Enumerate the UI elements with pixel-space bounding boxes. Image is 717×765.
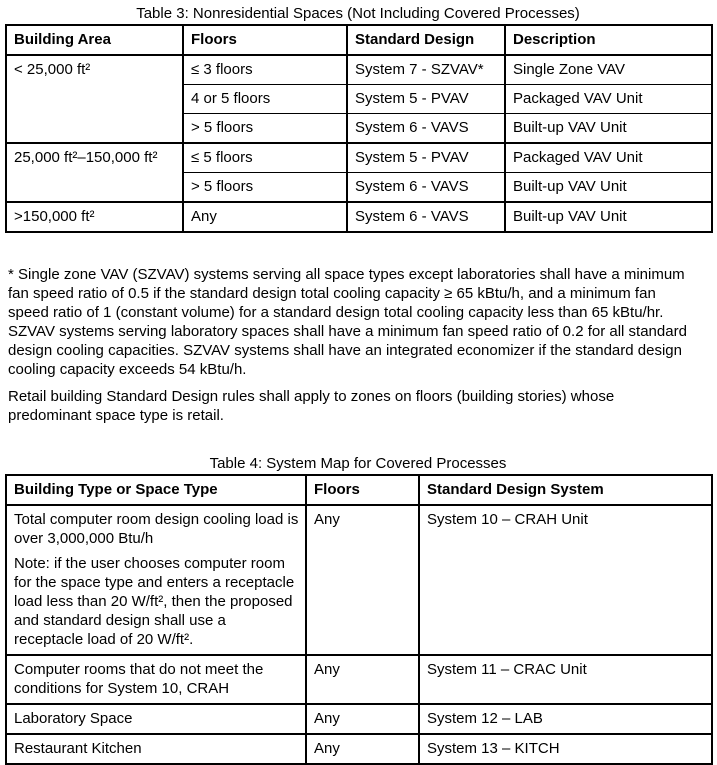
table-row (6, 655, 712, 704)
standard-design-cell: System 5 - PVAV (347, 85, 505, 114)
table-4-header-standard-design-system: Standard Design System (419, 475, 712, 505)
standard-design-cell: System 5 - PVAV (347, 143, 505, 173)
table-4-title: Table 4: System Map for Covered Processes (209, 455, 507, 472)
description-cell: Packaged VAV Unit (505, 85, 712, 114)
standard-design-cell: System 6 - VAVS (347, 202, 505, 232)
description-cell: Single Zone VAV (505, 55, 712, 85)
table-row (6, 143, 712, 173)
standard-design-cell: System 6 - VAVS (347, 114, 505, 144)
building-type-cell: Computer rooms that do not meet the conditions for System 10, CRAH (6, 655, 306, 704)
floors-cell: > 5 floors (183, 173, 347, 203)
floors-cell: Any (306, 505, 419, 655)
table-3-header-description: Description (505, 25, 712, 55)
table-row (6, 202, 712, 232)
cell-paragraph: Total computer room design cooling load is over 3,000,000 Btu/h (14, 511, 299, 547)
description-cell: Packaged VAV Unit (505, 143, 712, 173)
floors-cell: Any (183, 202, 347, 232)
table-row (6, 734, 712, 764)
cell-note-paragraph: Note: if the user chooses computer room for the space type and enters a receptacle load less than 20 W/ft², then the proposed and standard design shall use a receptacle load of 20 W/ft². (14, 555, 295, 648)
standard-design-cell: System 7 - SZVAV* (347, 55, 505, 85)
floors-cell: Any (306, 704, 419, 734)
floors-cell: > 5 floors (183, 114, 347, 144)
building-area-cell: 25,000 ft²–150,000 ft² (6, 143, 183, 202)
szvav-footnote: * Single zone VAV (SZVAV) systems serving all space types except laboratories shall have a minimum fan speed ratio of 0.5 if the standard design total cooling capacity ≥ 65 kBtu/h, and a minimum fan speed ratio of 1 (constant volume) for a standard design total cooling capacity less than 65 kBtu/hr. SZVAV systems serving laboratory spaces shall have a minimum fan speed ratio of 0.2 for all standard design cooling capacities. SZVAV systems shall have an integrated economizer if the standard design cooling capacity exceeds 54 kBtu/h. (8, 266, 687, 378)
floors-cell: 4 or 5 floors (183, 85, 347, 114)
floors-cell: ≤ 5 floors (183, 143, 347, 173)
retail-design-note: Retail building Standard Design rules shall apply to zones on floors (building stories) whose predominant space type is retail. (8, 388, 615, 424)
table-3-nonresidential-spaces (5, 24, 713, 233)
standard-design-system-cell: System 12 – LAB (419, 704, 712, 734)
standard-design-system-cell: System 13 – KITCH (419, 734, 712, 764)
description-cell: Built-up VAV Unit (505, 173, 712, 203)
building-area-cell: < 25,000 ft² (6, 55, 183, 143)
table-row (6, 505, 712, 655)
floors-cell: ≤ 3 floors (183, 55, 347, 85)
table-3-title: Table 3: Nonresidential Spaces (Not Including Covered Processes) (136, 5, 580, 22)
table-3-header-standard-design: Standard Design (347, 25, 505, 55)
standard-design-system-cell: System 11 – CRAC Unit (419, 655, 712, 704)
description-cell: Built-up VAV Unit (505, 114, 712, 144)
building-type-cell (6, 505, 306, 655)
standard-design-system-cell: System 10 – CRAH Unit (419, 505, 712, 655)
table-row (6, 55, 712, 85)
table-3-header-row (6, 25, 712, 55)
table-3-header-building-area: Building Area (6, 25, 183, 55)
table-4-header-row (6, 475, 712, 505)
building-type-cell: Restaurant Kitchen (6, 734, 306, 764)
floors-cell: Any (306, 734, 419, 764)
table-3-header-floors: Floors (183, 25, 347, 55)
floors-cell: Any (306, 655, 419, 704)
table-4-header-floors: Floors (306, 475, 419, 505)
table-4-covered-processes (5, 474, 713, 765)
table-4-header-building-type: Building Type or Space Type (6, 475, 306, 505)
table-row (6, 704, 712, 734)
building-type-cell: Laboratory Space (6, 704, 306, 734)
standard-design-cell: System 6 - VAVS (347, 173, 505, 203)
building-area-cell: >150,000 ft² (6, 202, 183, 232)
description-cell: Built-up VAV Unit (505, 202, 712, 232)
